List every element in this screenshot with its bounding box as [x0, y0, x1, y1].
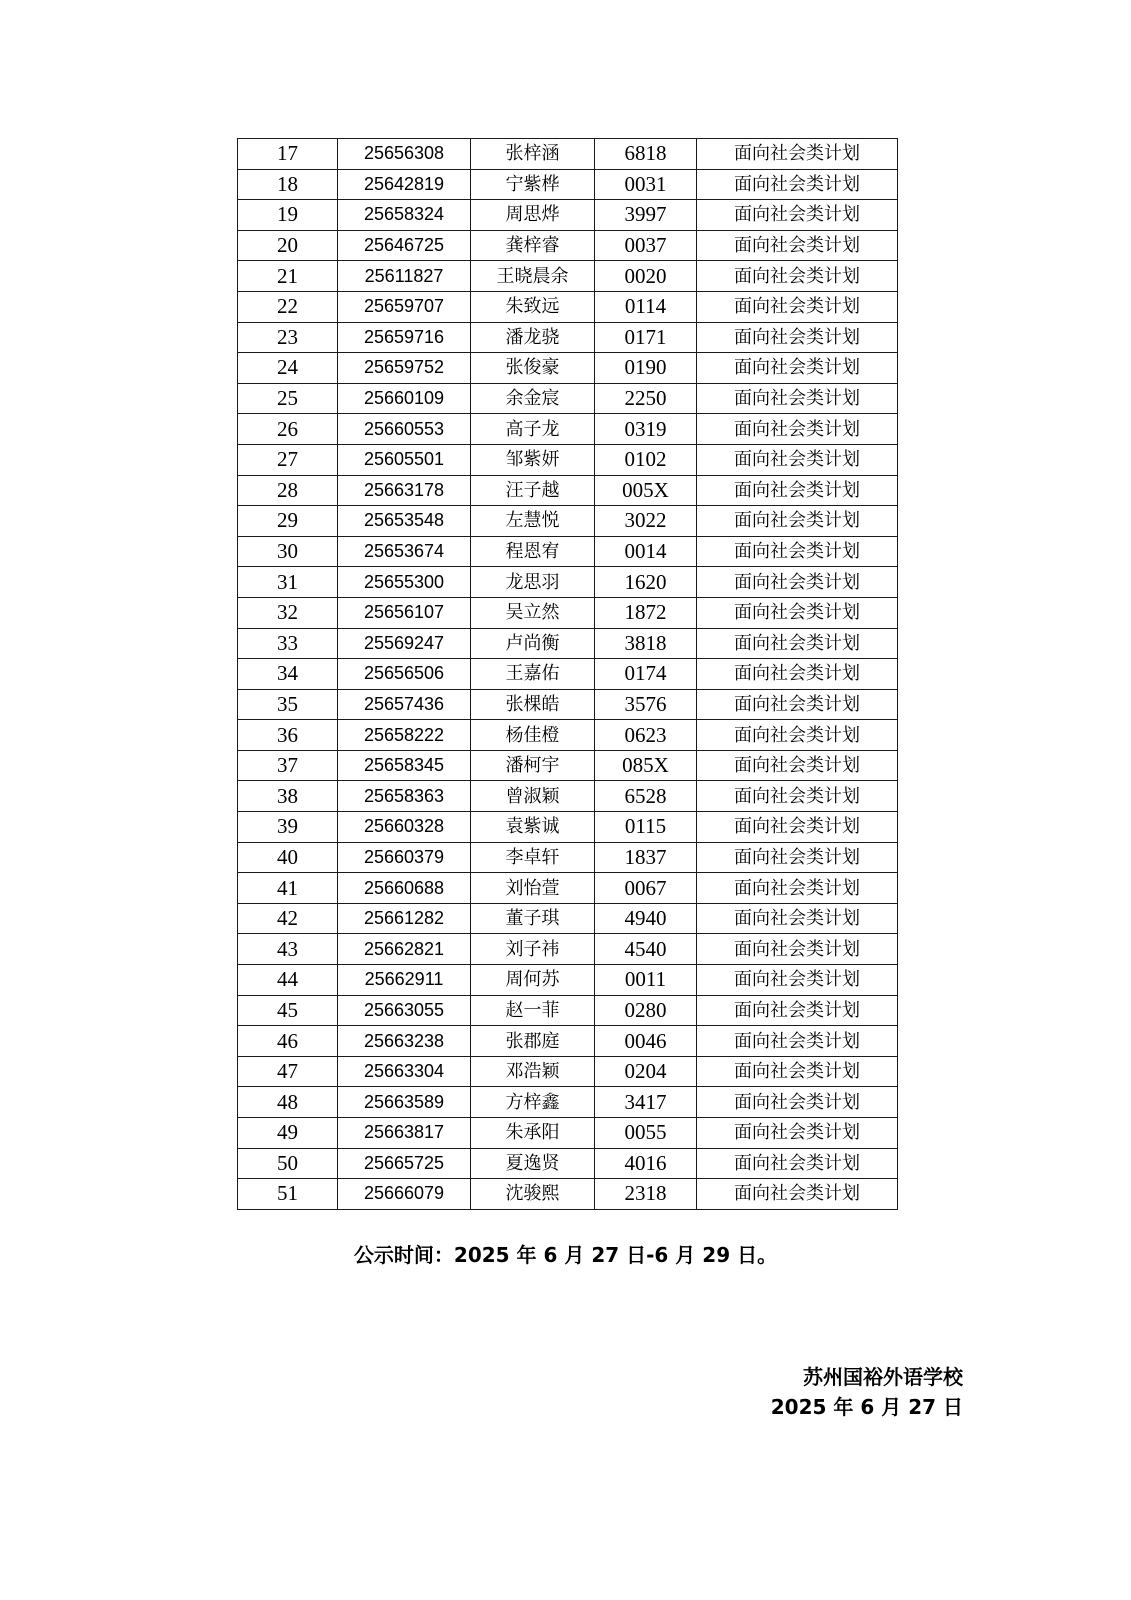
exam-number-cell: 25661282 — [338, 903, 471, 934]
table-row — [238, 873, 898, 904]
exam-number-cell: 25659716 — [338, 322, 471, 353]
plan-type-cell: 面向社会类计划 — [697, 261, 898, 292]
plan-type-cell: 面向社会类计划 — [697, 1087, 898, 1118]
id-suffix-cell: 005X — [595, 475, 697, 506]
student-name-cell: 龚梓睿 — [471, 230, 595, 261]
plan-type-cell: 面向社会类计划 — [697, 475, 898, 506]
exam-number-cell: 25658222 — [338, 720, 471, 751]
table-row — [238, 353, 898, 384]
row-seq-cell: 34 — [238, 659, 338, 690]
row-seq-cell: 44 — [238, 965, 338, 996]
id-suffix-cell: 0067 — [595, 873, 697, 904]
row-seq-cell: 27 — [238, 444, 338, 475]
signature-block — [771, 1362, 963, 1422]
plan-type-cell: 面向社会类计划 — [697, 781, 898, 812]
student-name-cell: 曾淑颖 — [471, 781, 595, 812]
exam-number-cell: 25658324 — [338, 200, 471, 231]
table-row — [238, 659, 898, 690]
exam-number-cell: 25660379 — [338, 842, 471, 873]
plan-type-cell: 面向社会类计划 — [697, 139, 898, 170]
exam-number-cell: 25646725 — [338, 230, 471, 261]
exam-number-cell: 25666079 — [338, 1179, 471, 1210]
row-seq-cell: 32 — [238, 597, 338, 628]
plan-type-cell: 面向社会类计划 — [697, 1056, 898, 1087]
exam-number-cell: 25659752 — [338, 353, 471, 384]
exam-number-cell: 25665725 — [338, 1148, 471, 1179]
student-name-cell: 吴立然 — [471, 597, 595, 628]
plan-type-cell: 面向社会类计划 — [697, 506, 898, 537]
plan-type-cell: 面向社会类计划 — [697, 842, 898, 873]
table-row — [238, 261, 898, 292]
exam-number-cell: 25642819 — [338, 169, 471, 200]
plan-type-cell: 面向社会类计划 — [697, 536, 898, 567]
student-name-cell: 龙思羽 — [471, 567, 595, 598]
id-suffix-cell: 4940 — [595, 903, 697, 934]
id-suffix-cell: 2318 — [595, 1179, 697, 1210]
id-suffix-cell: 4540 — [595, 934, 697, 965]
id-suffix-cell: 0055 — [595, 1118, 697, 1149]
table-row — [238, 995, 898, 1026]
row-seq-cell: 42 — [238, 903, 338, 934]
student-name-cell: 张郡庭 — [471, 1026, 595, 1057]
table-row — [238, 781, 898, 812]
exam-number-cell: 25660688 — [338, 873, 471, 904]
id-suffix-cell: 0190 — [595, 353, 697, 384]
plan-type-cell: 面向社会类计划 — [697, 322, 898, 353]
row-seq-cell: 37 — [238, 750, 338, 781]
id-suffix-cell: 6818 — [595, 139, 697, 170]
row-seq-cell: 36 — [238, 720, 338, 751]
plan-type-cell: 面向社会类计划 — [697, 903, 898, 934]
student-name-cell: 邹紫妍 — [471, 444, 595, 475]
table-row — [238, 414, 898, 445]
row-seq-cell: 31 — [238, 567, 338, 598]
id-suffix-cell: 0031 — [595, 169, 697, 200]
student-name-cell: 方梓鑫 — [471, 1087, 595, 1118]
row-seq-cell: 30 — [238, 536, 338, 567]
row-seq-cell: 17 — [238, 139, 338, 170]
table-row — [238, 536, 898, 567]
id-suffix-cell: 3022 — [595, 506, 697, 537]
plan-type-cell: 面向社会类计划 — [697, 1179, 898, 1210]
id-suffix-cell: 1837 — [595, 842, 697, 873]
id-suffix-cell: 0623 — [595, 720, 697, 751]
student-name-cell: 周何苏 — [471, 965, 595, 996]
id-suffix-cell: 0115 — [595, 812, 697, 843]
exam-number-cell: 25658363 — [338, 781, 471, 812]
table-row — [238, 139, 898, 170]
exam-number-cell: 25660553 — [338, 414, 471, 445]
exam-number-cell: 25611827 — [338, 261, 471, 292]
student-name-cell: 余金宸 — [471, 383, 595, 414]
student-name-cell: 张棵皓 — [471, 689, 595, 720]
plan-type-cell: 面向社会类计划 — [697, 444, 898, 475]
table-row — [238, 689, 898, 720]
exam-number-cell: 25653674 — [338, 536, 471, 567]
table-row — [238, 812, 898, 843]
exam-number-cell: 25655300 — [338, 567, 471, 598]
row-seq-cell: 49 — [238, 1118, 338, 1149]
row-seq-cell: 22 — [238, 291, 338, 322]
student-name-cell: 高子龙 — [471, 414, 595, 445]
student-name-cell: 汪子越 — [471, 475, 595, 506]
plan-type-cell: 面向社会类计划 — [697, 169, 898, 200]
id-suffix-cell: 1620 — [595, 567, 697, 598]
signature-date: 2025 年 6 月 27 日 — [770, 1395, 963, 1419]
student-name-cell: 董子琪 — [471, 903, 595, 934]
student-name-cell: 朱致远 — [471, 291, 595, 322]
plan-type-cell: 面向社会类计划 — [697, 383, 898, 414]
plan-type-cell: 面向社会类计划 — [697, 659, 898, 690]
row-seq-cell: 33 — [238, 628, 338, 659]
id-suffix-cell: 0319 — [595, 414, 697, 445]
exam-number-cell: 25569247 — [338, 628, 471, 659]
row-seq-cell: 41 — [238, 873, 338, 904]
plan-type-cell: 面向社会类计划 — [697, 567, 898, 598]
student-name-cell: 朱承阳 — [471, 1118, 595, 1149]
student-name-cell: 左慧悦 — [471, 506, 595, 537]
id-suffix-cell: 0037 — [595, 230, 697, 261]
table-row — [238, 965, 898, 996]
row-seq-cell: 19 — [238, 200, 338, 231]
exam-number-cell: 25663238 — [338, 1026, 471, 1057]
row-seq-cell: 20 — [238, 230, 338, 261]
row-seq-cell: 48 — [238, 1087, 338, 1118]
table-row — [238, 1179, 898, 1210]
table-row — [238, 322, 898, 353]
plan-type-cell: 面向社会类计划 — [697, 812, 898, 843]
student-name-cell: 刘怡萱 — [471, 873, 595, 904]
exam-number-cell: 25656107 — [338, 597, 471, 628]
id-suffix-cell: 3997 — [595, 200, 697, 231]
admission-roster-table — [237, 138, 898, 1210]
exam-number-cell: 25662821 — [338, 934, 471, 965]
row-seq-cell: 51 — [238, 1179, 338, 1210]
id-suffix-cell: 6528 — [595, 781, 697, 812]
plan-type-cell: 面向社会类计划 — [697, 414, 898, 445]
table-row — [238, 567, 898, 598]
row-seq-cell: 29 — [238, 506, 338, 537]
plan-type-cell: 面向社会类计划 — [697, 291, 898, 322]
row-seq-cell: 39 — [238, 812, 338, 843]
table-row — [238, 169, 898, 200]
student-name-cell: 杨佳橙 — [471, 720, 595, 751]
row-seq-cell: 50 — [238, 1148, 338, 1179]
table-row — [238, 291, 898, 322]
student-name-cell: 潘龙骁 — [471, 322, 595, 353]
id-suffix-cell: 0280 — [595, 995, 697, 1026]
id-suffix-cell: 085X — [595, 750, 697, 781]
student-name-cell: 赵一菲 — [471, 995, 595, 1026]
id-suffix-cell: 3417 — [595, 1087, 697, 1118]
table-row — [238, 720, 898, 751]
row-seq-cell: 40 — [238, 842, 338, 873]
student-name-cell: 宁紫桦 — [471, 169, 595, 200]
table-row — [238, 475, 898, 506]
student-name-cell: 沈骏熙 — [471, 1179, 595, 1210]
row-seq-cell: 35 — [238, 689, 338, 720]
exam-number-cell: 25660328 — [338, 812, 471, 843]
table-row — [238, 1056, 898, 1087]
plan-type-cell: 面向社会类计划 — [697, 230, 898, 261]
table-row — [238, 934, 898, 965]
school-name: 苏州国裕外语学校 — [803, 1365, 963, 1389]
table-row — [238, 230, 898, 261]
student-name-cell: 王晓晨余 — [471, 261, 595, 292]
row-seq-cell: 23 — [238, 322, 338, 353]
plan-type-cell: 面向社会类计划 — [697, 1148, 898, 1179]
row-seq-cell: 38 — [238, 781, 338, 812]
table-row — [238, 1026, 898, 1057]
plan-type-cell: 面向社会类计划 — [697, 965, 898, 996]
row-seq-cell: 25 — [238, 383, 338, 414]
row-seq-cell: 43 — [238, 934, 338, 965]
student-name-cell: 张俊豪 — [471, 353, 595, 384]
table-row — [238, 383, 898, 414]
student-name-cell: 袁紫诚 — [471, 812, 595, 843]
row-seq-cell: 46 — [238, 1026, 338, 1057]
plan-type-cell: 面向社会类计划 — [697, 873, 898, 904]
exam-number-cell: 25663817 — [338, 1118, 471, 1149]
id-suffix-cell: 3576 — [595, 689, 697, 720]
exam-number-cell: 25659707 — [338, 291, 471, 322]
table-row — [238, 842, 898, 873]
student-name-cell: 周思烨 — [471, 200, 595, 231]
table-row — [238, 1087, 898, 1118]
student-name-cell: 王嘉佑 — [471, 659, 595, 690]
table-row — [238, 750, 898, 781]
id-suffix-cell: 0102 — [595, 444, 697, 475]
exam-number-cell: 25653548 — [338, 506, 471, 537]
exam-number-cell: 25605501 — [338, 444, 471, 475]
plan-type-cell: 面向社会类计划 — [697, 720, 898, 751]
id-suffix-cell: 0114 — [595, 291, 697, 322]
student-name-cell: 潘柯宇 — [471, 750, 595, 781]
table-row — [238, 200, 898, 231]
plan-type-cell: 面向社会类计划 — [697, 750, 898, 781]
id-suffix-cell: 2250 — [595, 383, 697, 414]
table-row — [238, 444, 898, 475]
id-suffix-cell: 0020 — [595, 261, 697, 292]
plan-type-cell: 面向社会类计划 — [697, 995, 898, 1026]
row-seq-cell: 26 — [238, 414, 338, 445]
exam-number-cell: 25657436 — [338, 689, 471, 720]
student-name-cell: 李卓轩 — [471, 842, 595, 873]
student-name-cell: 程恩宥 — [471, 536, 595, 567]
row-seq-cell: 18 — [238, 169, 338, 200]
id-suffix-cell: 0014 — [595, 536, 697, 567]
student-name-cell: 张梓涵 — [471, 139, 595, 170]
student-name-cell: 夏逸贤 — [471, 1148, 595, 1179]
plan-type-cell: 面向社会类计划 — [697, 1026, 898, 1057]
id-suffix-cell: 0011 — [595, 965, 697, 996]
id-suffix-cell: 0204 — [595, 1056, 697, 1087]
exam-number-cell: 25663304 — [338, 1056, 471, 1087]
student-name-cell: 卢尚衡 — [471, 628, 595, 659]
id-suffix-cell: 0174 — [595, 659, 697, 690]
plan-type-cell: 面向社会类计划 — [697, 200, 898, 231]
table-row — [238, 506, 898, 537]
exam-number-cell: 25656506 — [338, 659, 471, 690]
id-suffix-cell: 0046 — [595, 1026, 697, 1057]
id-suffix-cell: 0171 — [595, 322, 697, 353]
plan-type-cell: 面向社会类计划 — [697, 628, 898, 659]
row-seq-cell: 45 — [238, 995, 338, 1026]
table-row — [238, 1148, 898, 1179]
row-seq-cell: 28 — [238, 475, 338, 506]
plan-type-cell: 面向社会类计划 — [697, 934, 898, 965]
exam-number-cell: 25663178 — [338, 475, 471, 506]
student-name-cell: 刘子祎 — [471, 934, 595, 965]
table-row — [238, 903, 898, 934]
plan-type-cell: 面向社会类计划 — [697, 1118, 898, 1149]
plan-type-cell: 面向社会类计划 — [697, 689, 898, 720]
id-suffix-cell: 3818 — [595, 628, 697, 659]
row-seq-cell: 21 — [238, 261, 338, 292]
exam-number-cell: 25662911 — [338, 965, 471, 996]
exam-number-cell: 25663055 — [338, 995, 471, 1026]
table-row — [238, 1118, 898, 1149]
exam-number-cell: 25663589 — [338, 1087, 471, 1118]
plan-type-cell: 面向社会类计划 — [697, 353, 898, 384]
student-name-cell: 邓浩颖 — [471, 1056, 595, 1087]
id-suffix-cell: 1872 — [595, 597, 697, 628]
table-row — [238, 597, 898, 628]
table-row — [238, 628, 898, 659]
roster-body — [238, 139, 898, 1210]
id-suffix-cell: 4016 — [595, 1148, 697, 1179]
plan-type-cell: 面向社会类计划 — [697, 597, 898, 628]
exam-number-cell: 25660109 — [338, 383, 471, 414]
exam-number-cell: 25656308 — [338, 139, 471, 170]
exam-number-cell: 25658345 — [338, 750, 471, 781]
publicity-period-notice: 公示时间：2025 年 6 月 27 日-6 月 29 日。 — [353, 1243, 778, 1267]
row-seq-cell: 47 — [238, 1056, 338, 1087]
row-seq-cell: 24 — [238, 353, 338, 384]
